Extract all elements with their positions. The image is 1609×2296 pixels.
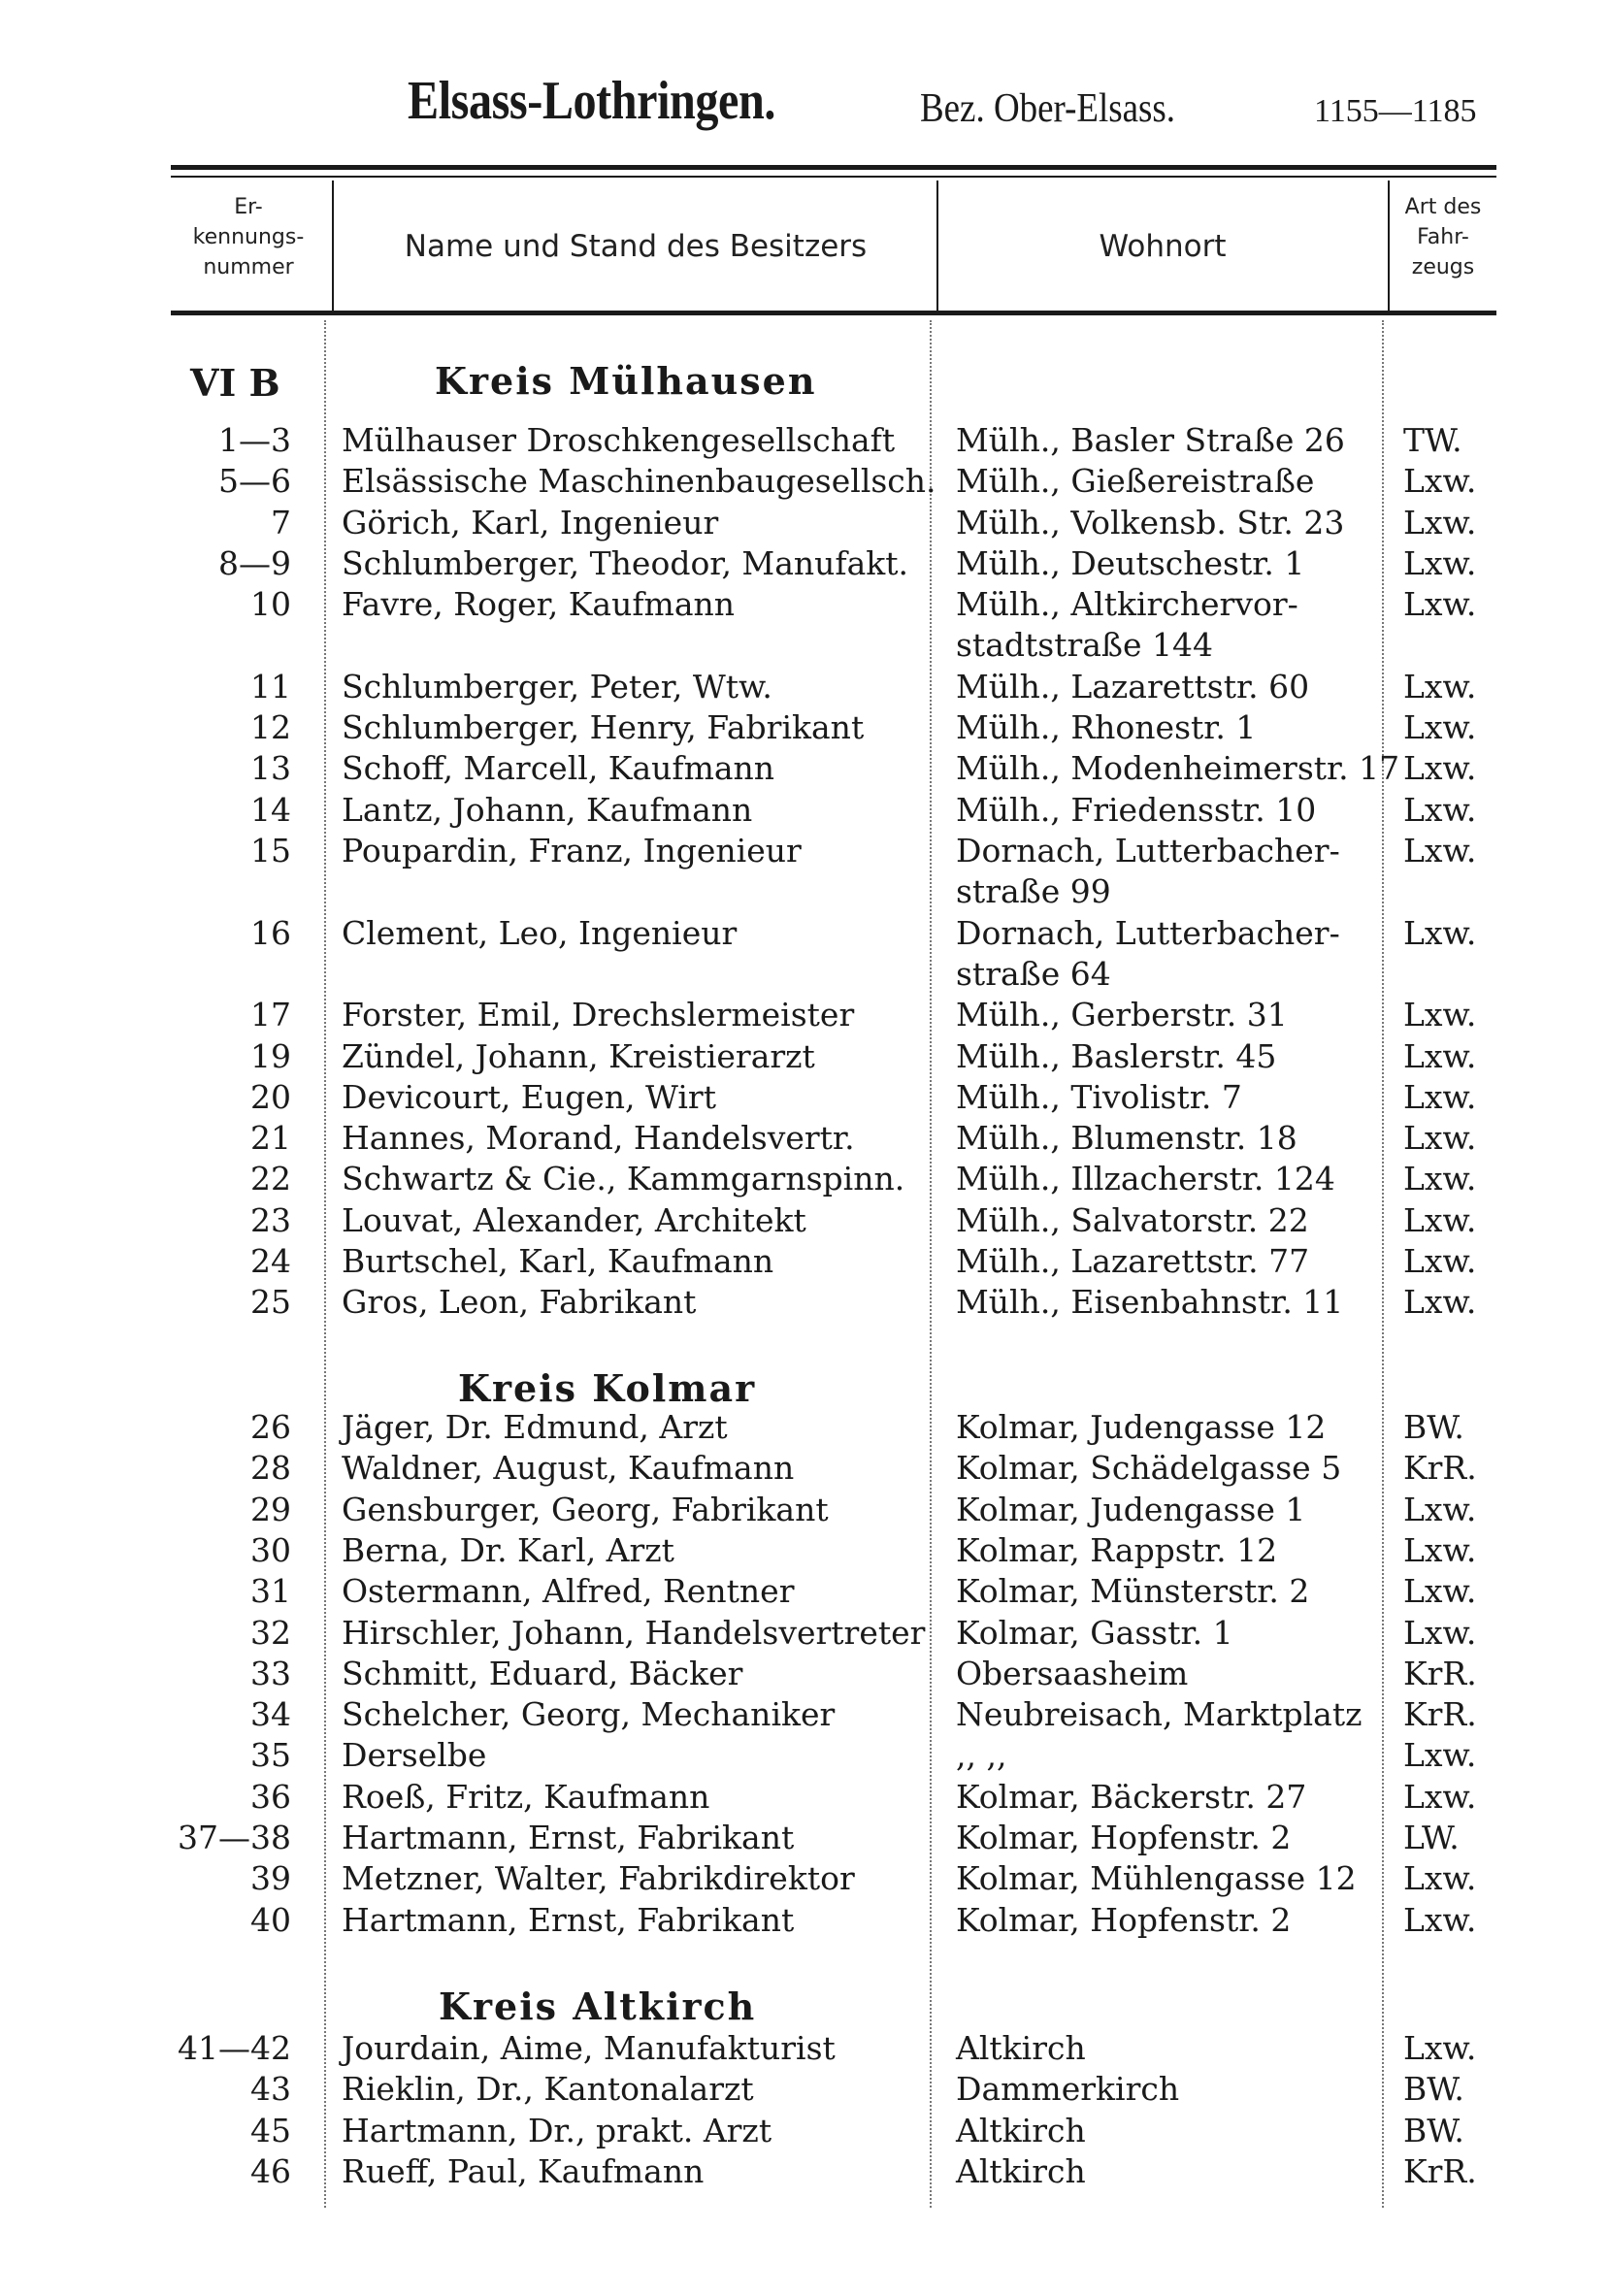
owner-name: Hartmann, Ernst, Fabrikant (342, 1819, 795, 1856)
registration-number: 14 (250, 790, 291, 829)
vehicle-type: Lxw. (1403, 585, 1477, 624)
table-row (0, 1200, 1609, 1241)
registration-number: 36 (250, 1777, 291, 1816)
column-header-vehicle-line: Fahr- (1417, 225, 1469, 249)
registration-number: 29 (250, 1490, 291, 1528)
table-row (0, 1077, 1609, 1118)
registration-number: 22 (250, 1160, 291, 1198)
owner-name: Jourdain, Aime, Manufakturist (342, 2029, 836, 2067)
owner-name: Hirschler, Johann, Handelsvertreter (342, 1613, 926, 1652)
owner-name: Derselbe (342, 1736, 487, 1775)
vehicle-type: Lxw. (1403, 790, 1477, 829)
table-row (0, 1818, 1609, 1858)
table-row (0, 1159, 1609, 1199)
residence: Kolmar, Bäckerstr. 27 (956, 1777, 1307, 1816)
owner-name: Hartmann, Dr., prakt. Arzt (342, 2111, 772, 2149)
owner-name: Louvat, Alexander, Architekt (342, 1200, 806, 1239)
vehicle-type: Lxw. (1403, 1119, 1477, 1158)
registration-number: 35 (250, 1736, 291, 1775)
vehicle-type: Lxw. (1403, 543, 1477, 582)
registration-number: 19 (250, 1036, 291, 1075)
owner-name: Schlumberger, Peter, Wtw. (342, 667, 772, 705)
residence: Dornach, Lutterbacher- straße 64 (956, 913, 1340, 993)
residence: Mülh., Salvatorstr. 22 (956, 1200, 1309, 1239)
registration-number: 34 (250, 1695, 291, 1734)
residence: Mülh., Lazarettstr. 77 (956, 1242, 1310, 1280)
registration-number: 39 (250, 1859, 291, 1898)
residence: Kolmar, Hopfenstr. 2 (956, 1819, 1292, 1856)
section-title: Kreis Kolmar (458, 1366, 757, 1410)
table-row (0, 667, 1609, 707)
owner-name: Rueff, Paul, Kaufmann (342, 2151, 705, 2190)
column-header-number-line: Er- (234, 195, 263, 219)
table-row (0, 543, 1609, 584)
section-title: Kreis Mülhausen (435, 359, 817, 403)
residence: Kolmar, Schädelgasse 5 (956, 1449, 1342, 1488)
registration-number: 20 (250, 1077, 291, 1116)
vehicle-type: BW. (1403, 2111, 1464, 2149)
owner-name: Rieklin, Dr., Kantonalarzt (342, 2070, 754, 2109)
column-header-vehicle (1390, 192, 1496, 282)
owner-name: Schmitt, Eduard, Bäcker (342, 1654, 743, 1692)
owner-name: Waldner, August, Kaufmann (342, 1449, 795, 1488)
vehicle-type: Lxw. (1403, 749, 1477, 788)
vehicle-type: KrR. (1403, 1695, 1477, 1734)
header-rule-second (171, 176, 1496, 178)
vehicle-type: Lxw. (1403, 913, 1477, 952)
table-row (0, 1448, 1609, 1489)
vehicle-type: Lxw. (1403, 1036, 1477, 1075)
residence: Mülh., Gerberstr. 31 (956, 996, 1288, 1034)
table-row (0, 1407, 1609, 1448)
column-divider (1388, 180, 1390, 312)
header-rule-bottom (171, 311, 1496, 315)
registration-number: 24 (250, 1242, 291, 1280)
group-code: VI B (190, 361, 280, 405)
vehicle-type: BW. (1403, 1408, 1464, 1446)
table-row (0, 1490, 1609, 1530)
table-row (0, 1900, 1609, 1941)
vehicle-type: TW. (1403, 421, 1462, 459)
section-title: Kreis Altkirch (439, 1984, 757, 2028)
registration-number: 23 (250, 1200, 291, 1239)
registration-number: 33 (250, 1654, 291, 1692)
registration-number: 16 (250, 913, 291, 952)
residence: Mülh., Modenheimerstr. 17 (956, 749, 1400, 788)
column-divider (936, 180, 938, 312)
residence: Mülh., Tivolistr. 7 (956, 1077, 1242, 1116)
registration-number: 25 (250, 1283, 291, 1322)
column-header-vehicle-line: zeugs (1411, 255, 1475, 279)
registration-number: 30 (250, 1530, 291, 1569)
residence: Mülh., Baslerstr. 45 (956, 1036, 1277, 1075)
header-rule-top (171, 165, 1496, 170)
residence: ,, ,, (956, 1736, 1007, 1775)
registration-number: 17 (250, 996, 291, 1034)
vehicle-type: Lxw. (1403, 667, 1477, 705)
registration-number: 40 (250, 1900, 291, 1939)
table-row (0, 1571, 1609, 1612)
vehicle-type: Lxw. (1403, 1859, 1477, 1898)
residence: Mülh., Rhonestr. 1 (956, 708, 1257, 747)
registration-number: 32 (250, 1613, 291, 1652)
owner-name: Schlumberger, Theodor, Manufakt. (342, 543, 909, 582)
residence: Kolmar, Rappstr. 12 (956, 1530, 1278, 1569)
vehicle-type: Lxw. (1403, 1613, 1477, 1652)
vehicle-type: Lxw. (1403, 1530, 1477, 1569)
residence: Mülh., Friedensstr. 10 (956, 790, 1317, 829)
registration-number: 8—9 (218, 543, 291, 582)
page-range: 1155—1185 (1314, 93, 1477, 129)
column-header-residence: Wohnort (1099, 229, 1227, 264)
table-row (0, 1118, 1609, 1159)
vehicle-type: Lxw. (1403, 996, 1477, 1034)
column-header-vehicle-line: Art des (1404, 195, 1482, 219)
registration-number: 10 (250, 585, 291, 624)
vehicle-type: Lxw. (1403, 832, 1477, 869)
residence: Mülh., Eisenbahnstr. 11 (956, 1283, 1344, 1322)
vehicle-type: Lxw. (1403, 1572, 1477, 1611)
residence: Neubreisach, Marktplatz (956, 1695, 1363, 1734)
owner-name: Roeß, Fritz, Kaufmann (342, 1777, 710, 1816)
owner-name: Schwartz & Cie., Kammgarnspinn. (342, 1160, 905, 1198)
table-row (0, 1613, 1609, 1654)
vehicle-type: Lxw. (1403, 1200, 1477, 1239)
owner-name: Schoff, Marcell, Kaufmann (342, 749, 775, 788)
residence: Kolmar, Judengasse 12 (956, 1408, 1327, 1446)
registration-number: 43 (250, 2070, 291, 2109)
owner-name: Ostermann, Alfred, Rentner (342, 1572, 795, 1611)
owner-name: Hartmann, Ernst, Fabrikant (342, 1900, 795, 1939)
vehicle-type: Lxw. (1403, 1242, 1477, 1280)
table-row (0, 2151, 1609, 2192)
column-header-number-line: kennungs- (192, 225, 305, 249)
residence: Mülh., Volkensb. Str. 23 (956, 503, 1345, 541)
table-row (0, 1654, 1609, 1694)
owner-name: Clement, Leo, Ingenieur (342, 913, 738, 952)
residence: Kolmar, Gasstr. 1 (956, 1613, 1233, 1652)
vehicle-type: Lxw. (1403, 1077, 1477, 1116)
table-row (0, 790, 1609, 831)
owner-name: Görich, Karl, Ingenieur (342, 503, 719, 541)
vehicle-type: Lxw. (1403, 462, 1477, 501)
owner-name: Devicourt, Eugen, Wirt (342, 1077, 716, 1116)
table-row (0, 2028, 1609, 2069)
vehicle-type: Lxw. (1403, 1777, 1477, 1816)
vehicle-type: KrR. (1403, 1449, 1477, 1488)
owner-name: Berna, Dr. Karl, Arzt (342, 1530, 674, 1569)
residence: Mülh., Deutschestr. 1 (956, 543, 1305, 582)
registration-number: 1—3 (218, 421, 291, 459)
page-title: Elsass-Lothringen. (408, 71, 775, 131)
owner-name: Zündel, Johann, Kreistierarzt (342, 1036, 815, 1075)
owner-name: Mülhauser Droschkengesellschaft (342, 421, 896, 459)
residence: Dammerkirch (956, 2070, 1180, 2109)
registration-number: 5—6 (218, 462, 291, 501)
column-header-number-line: nummer (203, 255, 294, 279)
residence: Kolmar, Münsterstr. 2 (956, 1572, 1310, 1611)
owner-name: Schelcher, Georg, Mechaniker (342, 1695, 836, 1734)
column-header-number (171, 192, 326, 282)
owner-name: Schlumberger, Henry, Fabrikant (342, 708, 865, 747)
residence: Mülh., Altkirchervor- stadtstraße 144 (956, 585, 1298, 665)
residence: Kolmar, Judengasse 1 (956, 1490, 1306, 1528)
owner-name: Elsässische Maschinenbaugesellsch. (342, 462, 936, 501)
table-row (0, 1036, 1609, 1077)
vehicle-type: KrR. (1403, 2151, 1477, 2190)
vehicle-type: LW. (1403, 1819, 1460, 1856)
owner-name: Poupardin, Franz, Ingenieur (342, 832, 802, 869)
table-row (0, 995, 1609, 1035)
residence: Mülh., Illzacherstr. 124 (956, 1160, 1335, 1198)
vehicle-type: KrR. (1403, 1654, 1477, 1692)
registration-number: 7 (271, 503, 291, 541)
registration-number: 28 (250, 1449, 291, 1488)
owner-name: Favre, Roger, Kaufmann (342, 585, 736, 624)
owner-name: Lantz, Johann, Kaufmann (342, 790, 753, 829)
owner-name: Gensburger, Georg, Fabrikant (342, 1490, 829, 1528)
registration-number: 37—38 (178, 1819, 291, 1856)
column-header-owner: Name und Stand des Besitzers (404, 229, 868, 264)
registration-number: 12 (250, 708, 291, 747)
residence: Dornach, Lutterbacher- straße 99 (956, 832, 1340, 910)
table-row (0, 1241, 1609, 1282)
residence: Mülh., Basler Straße 26 (956, 421, 1345, 459)
table-row (0, 420, 1609, 461)
table-row (0, 1777, 1609, 1818)
registration-number: 31 (250, 1572, 291, 1611)
owner-name: Gros, Leon, Fabrikant (342, 1283, 697, 1322)
table-row (0, 831, 1609, 912)
registration-number: 13 (250, 749, 291, 788)
owner-name: Burtschel, Karl, Kaufmann (342, 1242, 774, 1280)
residence: Altkirch (956, 2111, 1086, 2149)
vehicle-type: Lxw. (1403, 1490, 1477, 1528)
vehicle-type: Lxw. (1403, 2029, 1477, 2067)
residence: Obersaasheim (956, 1654, 1189, 1692)
registration-number: 41—42 (178, 2029, 291, 2067)
owner-name: Jäger, Dr. Edmund, Arzt (342, 1408, 728, 1446)
table-row (0, 503, 1609, 543)
vehicle-type: Lxw. (1403, 1160, 1477, 1198)
vehicle-type: Lxw. (1403, 1900, 1477, 1939)
registration-number: 21 (250, 1119, 291, 1158)
registration-number: 45 (250, 2111, 291, 2149)
table-row (0, 748, 1609, 789)
owner-name: Hannes, Morand, Handelsvertr. (342, 1119, 855, 1158)
owner-name: Forster, Emil, Drechslermeister (342, 996, 855, 1034)
table-row (0, 1282, 1609, 1323)
vehicle-type: Lxw. (1403, 503, 1477, 541)
vehicle-type: Lxw. (1403, 1736, 1477, 1775)
table-row (0, 461, 1609, 502)
registration-number: 46 (250, 2151, 291, 2190)
table-row (0, 1735, 1609, 1776)
district-subtitle: Bez. Ober-Elsass. (920, 86, 1176, 131)
column-divider (332, 180, 334, 312)
residence: Altkirch (956, 2151, 1086, 2190)
residence: Altkirch (956, 2029, 1086, 2067)
owner-name: Metzner, Walter, Fabrikdirektor (342, 1859, 855, 1898)
vehicle-type: Lxw. (1403, 708, 1477, 747)
table-row (0, 913, 1609, 995)
registration-number: 26 (250, 1408, 291, 1446)
table-row (0, 707, 1609, 748)
registration-number: 15 (250, 832, 291, 869)
residence: Mülh., Gießereistraße (956, 462, 1315, 501)
table-row (0, 584, 1609, 666)
registration-number: 11 (250, 667, 291, 705)
table-row (0, 1858, 1609, 1899)
residence: Kolmar, Hopfenstr. 2 (956, 1900, 1292, 1939)
residence: Mülh., Blumenstr. 18 (956, 1119, 1297, 1158)
residence: Kolmar, Mühlengasse 12 (956, 1859, 1357, 1898)
table-row (0, 2069, 1609, 2110)
vehicle-type: Lxw. (1403, 1283, 1477, 1322)
residence: Mülh., Lazarettstr. 60 (956, 667, 1310, 705)
table-row (0, 2111, 1609, 2151)
table-row (0, 1530, 1609, 1571)
vehicle-type: BW. (1403, 2070, 1464, 2109)
table-row (0, 1694, 1609, 1735)
